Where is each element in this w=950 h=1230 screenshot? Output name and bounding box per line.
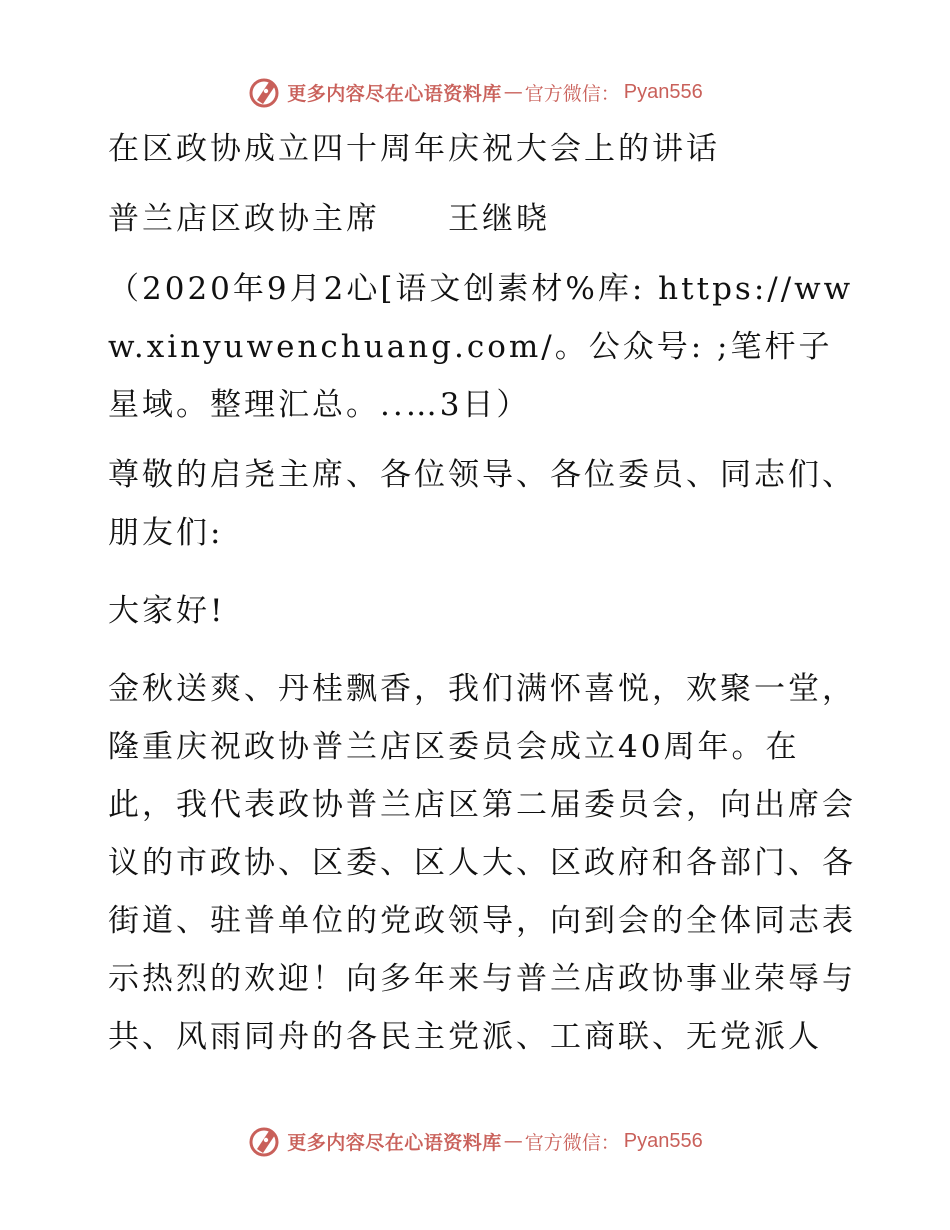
salutation: 尊敬的启尧主席、各位领导、各位委员、同志们、朋友们: [108, 457, 856, 551]
author-line: 普兰店区政协主席 王继晓 [108, 201, 550, 237]
document-title: 在区政协成立四十周年庆祝大会上的讲话 [108, 131, 720, 167]
footer-banner [0, 1121, 950, 1161]
pen-nib-logo-icon [247, 1123, 283, 1159]
pen-nib-logo-icon [247, 74, 283, 110]
banner-wechat-id: Pyan556 [623, 80, 703, 103]
body-paragraph: 金秋送爽、丹桂飘香，我们满怀喜悦，欢聚一堂，隆重庆祝政协普兰店区委员会成立40周年。在此，我代表政协普兰店区第二届委员会，向出席会议的市政协、区委、区人大、区政府和各部门、各街道、驻普单位的党政领导，向到会的全体同志表示热烈的欢迎！向多年来与普兰店政协事业荣辱与共、风雨同舟的各民主党派、工商联、无党派人 [108, 671, 856, 1055]
banner-wechat-label: 官方微信： [524, 82, 620, 105]
banner-title: 更多内容尽在心语资料库 [287, 1131, 502, 1154]
banner-wechat-id: Pyan556 [623, 1129, 703, 1152]
banner-dash: — [503, 1130, 523, 1152]
banner-title: 更多内容尽在心语资料库 [287, 82, 502, 105]
greeting: 大家好! [108, 593, 226, 629]
document-body [96, 120, 856, 1066]
banner-wechat-label: 官方微信： [524, 1131, 620, 1154]
date-line: （2020年9月2心[语文创素材%库: https://www.xinyuwenchuang.com/。公众号: ;笔杆子星域。整理汇总。..…3日） [108, 271, 854, 423]
header-banner [0, 72, 950, 112]
banner-dash: — [503, 81, 523, 103]
